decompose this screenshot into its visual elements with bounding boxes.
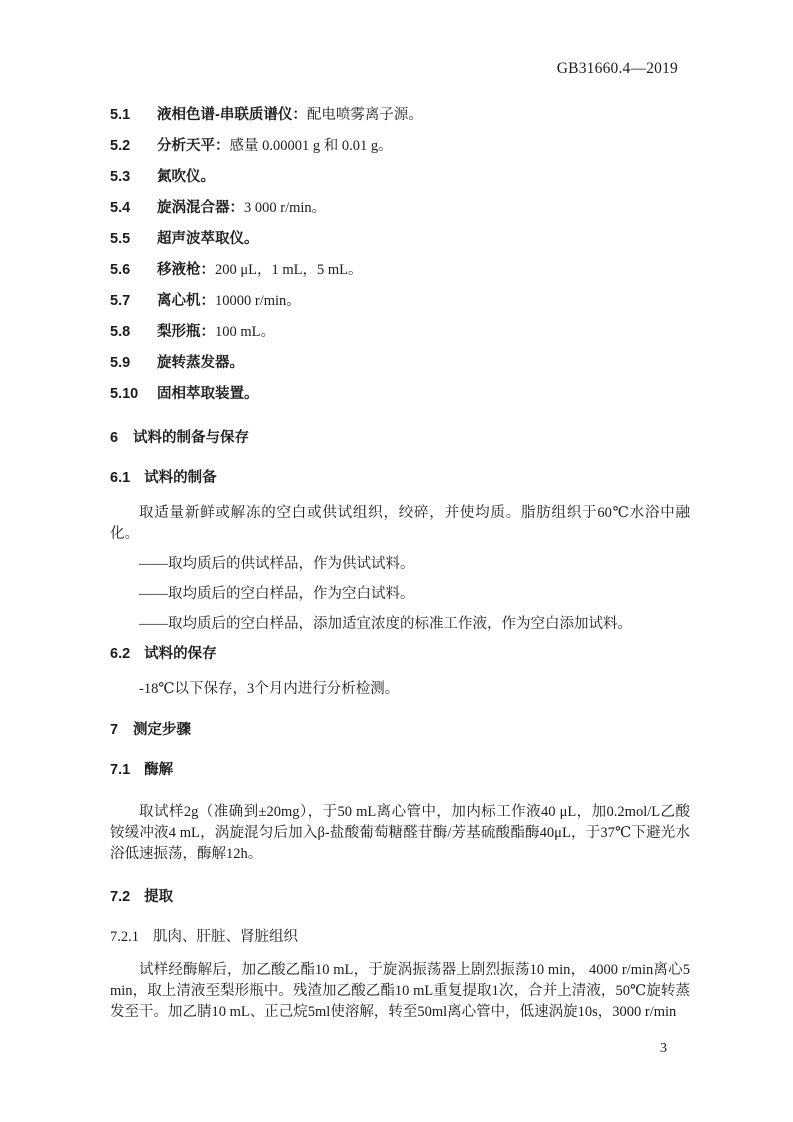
- paragraph-text: 取适量新鲜或解冻的空白或供试组织，绞碎，并使均质。脂肪组织于60℃水浴中融化。: [110, 505, 690, 542]
- clause-item-5.3: [110, 167, 690, 187]
- clause-number: 5.5: [110, 231, 131, 247]
- clause-label: 移液枪：: [157, 262, 215, 278]
- clause-number: 5.6: [110, 262, 131, 278]
- heading-number: 6: [110, 430, 119, 446]
- clause-number: 5.4: [110, 200, 131, 216]
- clause-number: 5.1: [110, 107, 131, 123]
- heading-title: 试料的保存: [144, 646, 217, 662]
- heading-number: 6.1: [110, 470, 131, 486]
- subsubsection-heading-7.2.1: [110, 927, 690, 947]
- dash-list-item: [110, 584, 690, 605]
- clause-item-5.1: [110, 105, 690, 125]
- clause-text: 感量 0.00001 g 和 0.01 g。: [229, 138, 393, 154]
- clause-number: 5.10: [110, 386, 139, 402]
- paragraph: [110, 960, 690, 1023]
- paragraph-text: 取试样2g（准确到±20mg），于50 mL离心管中，加内标工作液40 μL，加0.2mol/L乙酸铵缓冲液4 mL，涡旋混匀后加入β-盐酸葡萄糖醛苷酶/芳基硫酸酯酶40μL，于37℃下避光水浴低速振荡，酶解12h。: [110, 804, 690, 862]
- clause-item-5.7: [110, 291, 690, 311]
- heading-number: 7.2.1: [110, 929, 139, 945]
- heading-number: 6.2: [110, 646, 131, 662]
- subsection-heading-6.2: [110, 644, 690, 664]
- paragraph-text: 试样经酶解后，加乙酸乙酯10 mL，于旋涡振荡器上剧烈振荡10 min， 4000 r/min离心5 min，取上清液至梨形瓶中。残渣加乙酸乙酯10 mL重复提取1次，合并上清液，50℃旋转蒸发至干。加乙腈10 mL、正己烷5ml使溶解，转至50ml离心管中，低速涡旋10s，3000 r/min: [110, 962, 690, 1020]
- paragraph: [110, 802, 690, 865]
- heading-number: 7.2: [110, 889, 131, 905]
- dash-item-text: ——取均质后的供试样品，作为供试试料。: [139, 556, 415, 572]
- clause-item-5.5: [110, 229, 690, 249]
- heading-title: 试料的制备: [144, 470, 217, 486]
- clause-text: 3 000 r/min。: [244, 200, 327, 216]
- subsection-heading-7.2: [110, 887, 690, 907]
- clause-label: 离心机：: [157, 293, 215, 309]
- clause-number: 5.7: [110, 293, 131, 309]
- clause-item-5.10: [110, 384, 690, 404]
- subsection-heading-7.1: [110, 760, 690, 780]
- clause-number: 5.9: [110, 355, 131, 371]
- section-heading-6: [110, 428, 690, 448]
- clause-number: 5.3: [110, 169, 131, 185]
- heading-title: 测定步骤: [133, 722, 191, 738]
- clause-label: 固相萃取装置。: [157, 386, 259, 402]
- clause-text: 10000 r/min。: [215, 293, 301, 309]
- dash-list-item: [110, 614, 690, 635]
- clause-item-5.6: [110, 260, 690, 280]
- subsection-heading-6.1: [110, 468, 690, 488]
- dash-list-item: [110, 554, 690, 575]
- clause-label: 旋涡混合器：: [157, 200, 244, 216]
- clause-item-5.9: [110, 353, 690, 373]
- clause-item-5.4: [110, 198, 690, 218]
- heading-title: 提取: [144, 889, 174, 905]
- heading-number: 7: [110, 722, 119, 738]
- clause-text: 100 mL。: [215, 324, 276, 340]
- clause-label: 氮吹仪。: [157, 169, 215, 185]
- paragraph: [110, 679, 690, 700]
- heading-number: 7.1: [110, 762, 131, 778]
- clause-label: 梨形瓶：: [157, 324, 215, 340]
- clause-text: 200 μL，1 mL，5 mL。: [215, 262, 363, 278]
- clause-item-5.2: [110, 136, 690, 156]
- heading-title: 试料的制备与保存: [133, 430, 249, 446]
- heading-title: 酶解: [144, 762, 174, 778]
- page-number: 3: [660, 1041, 667, 1056]
- paragraph: [110, 503, 690, 545]
- dash-item-text: ——取均质后的空白样品，作为空白试料。: [139, 586, 415, 602]
- heading-title: 肌肉、肝脏、肾脏组织: [153, 929, 298, 945]
- section-heading-7: [110, 720, 690, 740]
- paragraph-text: -18℃以下保存，3个月内进行分析检测。: [139, 681, 400, 697]
- clause-label: 旋转蒸发器。: [157, 355, 244, 371]
- clause-item-5.8: [110, 322, 690, 342]
- clause-text: 配电喷雾离子源。: [306, 107, 423, 123]
- clause-label: 液相色谱-串联质谱仪：: [157, 107, 307, 123]
- clause-number: 5.2: [110, 138, 131, 154]
- document-body: [110, 0, 690, 1032]
- clause-label: 超声波萃取仪。: [157, 231, 259, 247]
- standard-code-header: GB31660.4—2019: [556, 60, 678, 77]
- clause-number: 5.8: [110, 324, 131, 340]
- clause-label: 分析天平：: [157, 138, 230, 154]
- dash-item-text: ——取均质后的空白样品，添加适宜浓度的标准工作液，作为空白添加试料。: [139, 616, 632, 632]
